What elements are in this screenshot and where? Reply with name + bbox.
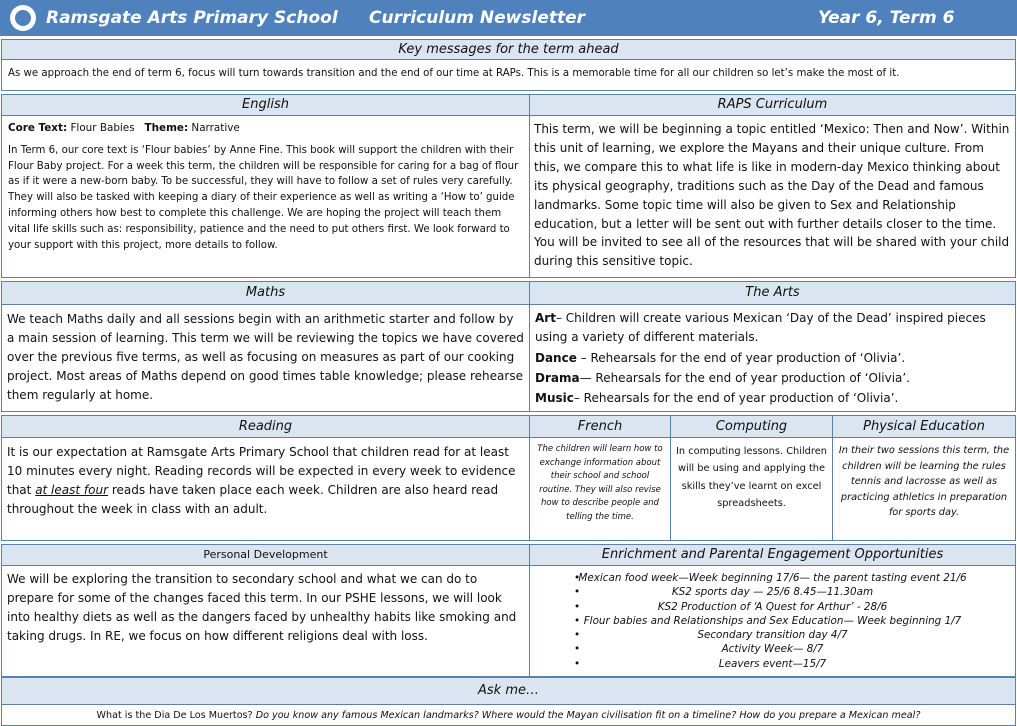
computing-box — [670, 437, 833, 541]
reading-text — [7, 443, 524, 519]
pe-text: In their two sessions this term, the children will be learning the rules tennis and lacrosse as well as practicing athletics in preparation for sports day. — [838, 445, 1010, 518]
arts-item-music — [535, 389, 1010, 408]
list-item: • Secondary transition day 4/7 — [534, 628, 1011, 642]
personal-heading: Personal Development — [1, 544, 530, 566]
raps-box — [529, 115, 1016, 278]
arts-text-music: – Rehearsals for the end of year production of ‘Olivia’. — [573, 390, 899, 405]
reading-emphasis: at least four — [35, 482, 109, 497]
maths-box — [1, 304, 530, 412]
arts-box — [529, 304, 1016, 412]
ask-me-q1: What is the Dia De Los Muertos? — [96, 710, 253, 721]
core-text-label: Core Text: — [8, 122, 68, 134]
key-messages-text: As we approach the end of term 6, focus will turn towards transition and the end of our time at RAPs. This is a memorable time for all our children so let’s make the most of it. — [8, 68, 900, 79]
arts-text-dance: – Rehearsals for the end of year production of ‘Olivia’. — [576, 350, 906, 365]
maths-text: We teach Maths daily and all sessions begin with an arithmetic starter and follow by a main session of learning. This term we will be reviewing the topics we have covered over the previous five terms, as well as focusing on measures as part of our cooking project. Most areas of Maths depend on good times table knowledge; please rehearse them regularly at home. — [7, 312, 524, 402]
pe-heading: Physical Education — [832, 415, 1016, 438]
arts-label-art: Art — [535, 311, 556, 325]
key-messages-box — [1, 59, 1016, 91]
title-bar — [0, 0, 1017, 36]
french-box — [529, 437, 671, 541]
arts-label-music: Music — [535, 390, 574, 405]
english-core — [8, 121, 523, 137]
french-heading: French — [529, 415, 671, 438]
enrichment-heading: Enrichment and Parental Engagement Opportunities — [529, 544, 1016, 566]
reading-box — [1, 437, 530, 541]
reading-heading: Reading — [1, 415, 530, 438]
school-name: Ramsgate Arts Primary School — [46, 8, 338, 28]
list-item: • KS2 sports day — 25/6 8.45—11.30am — [534, 585, 1011, 599]
key-messages-heading: Key messages for the term ahead — [1, 39, 1016, 60]
french-text: The children will learn how to exchange information about their school and school routine. They will also revise how to describe people and telling the time. — [537, 444, 663, 522]
arts-label-dance: Dance — [535, 350, 577, 365]
list-item: • Leavers event—15/7 — [534, 657, 1011, 671]
computing-text: In computing lessons. Children will be using and applying the skills they’ve learnt on excel spreadsheets. — [676, 446, 827, 509]
raps-heading: RAPS Curriculum — [529, 94, 1016, 116]
newsletter-title: Curriculum Newsletter — [369, 8, 586, 28]
core-text-value: Flour Babies — [70, 122, 135, 134]
list-item: • Mexican food week—Week beginning 17/6— the parent tasting event 21/6 — [534, 571, 1011, 585]
english-heading: English — [1, 94, 530, 116]
school-logo-icon — [10, 5, 36, 31]
reading-text-before: It is our expectation at Ramsgate Arts Primary School that children read for at least 10 minutes every night. Reading records will be expected in every week to evidence that — [7, 445, 516, 497]
personal-text: We will be exploring the transition to secondary school and what we can do to prepare for some of the changes faced this term. In our PSHE lessons, we will look into healthy diets as well as the dangers faced by unhealthy habits like smoking and taking drugs. In RE, we focus on how different religions deal with loss. — [7, 572, 517, 643]
arts-item-art — [535, 309, 1010, 347]
arts-item-drama — [535, 369, 1010, 388]
english-box — [1, 115, 530, 278]
year-term: Year 6, Term 6 — [818, 8, 955, 28]
theme-value: Narrative — [191, 122, 240, 134]
list-item: • Activity Week— 8/7 — [534, 642, 1011, 656]
list-item: • Flour babies and Relationships and Sex Education— Week beginning 1/7 — [534, 614, 1011, 628]
reading-text-after: reads have taken place each week. Children are also heard read throughout the week in class with an adult. — [7, 482, 499, 516]
list-item: • KS2 Production of ‘A Quest for Arthur’ - 28/6 — [534, 600, 1011, 614]
ask-me-text — [6, 708, 1011, 723]
pe-box — [832, 437, 1016, 541]
arts-text-art: – Children will create various Mexican ‘Day of the Dead’ inspired pieces using a variety of different materials. — [535, 311, 986, 344]
ask-me-box — [1, 704, 1016, 726]
arts-heading: The Arts — [529, 281, 1016, 305]
enrichment-list — [534, 571, 1011, 671]
ask-me-heading: Ask me… — [1, 677, 1016, 705]
arts-item-dance — [535, 349, 1010, 368]
enrichment-box — [529, 565, 1016, 677]
personal-box — [1, 565, 530, 677]
ask-me-q2: Do you know any famous Mexican landmarks? Where would the Mayan civilisation fit on a timeline? How do you prepare a Mexican meal? — [252, 710, 921, 721]
computing-heading: Computing — [670, 415, 833, 438]
arts-label-drama: Drama — [535, 370, 580, 385]
theme-label: Theme: — [144, 122, 189, 134]
arts-text-drama: — Rehearsals for the end of year production of ‘Olivia’. — [579, 370, 911, 385]
maths-heading: Maths — [1, 281, 530, 305]
raps-text: This term, we will be beginning a topic entitled ‘Mexico: Then and Now’. Within this unit of learning, we explore the Mayans and their unique culture. From this, we compare this to what life is like in modern-day Mexico thinking about its physical geography, traditions such as the Day of the Dead and famous landmarks. Some topic time will also be given to Sex and Relationship education, but a letter will be sent out with further details closer to the time. You will be invited to see all of the resources that will be shared with your child during this sensitive topic. — [534, 122, 1010, 269]
english-text: In Term 6, our core text is ‘Flour babies’ by Anne Fine. This book will support the children with their Flour Baby project. For a week this term, the children will be responsible for caring for a bag of flour as if it were a new-born baby. To be successful, they will have to follow a set of rules very carefully. They will also be tasked with keeping a diary of their experience as well as writing a ‘How to’ guide informing others how best to complete this challenge. We are hoping the project will teach them vital life skills such as: responsibility, patience and the need to put others first. We look forward to your support with this project, more details to follow. — [8, 144, 519, 251]
